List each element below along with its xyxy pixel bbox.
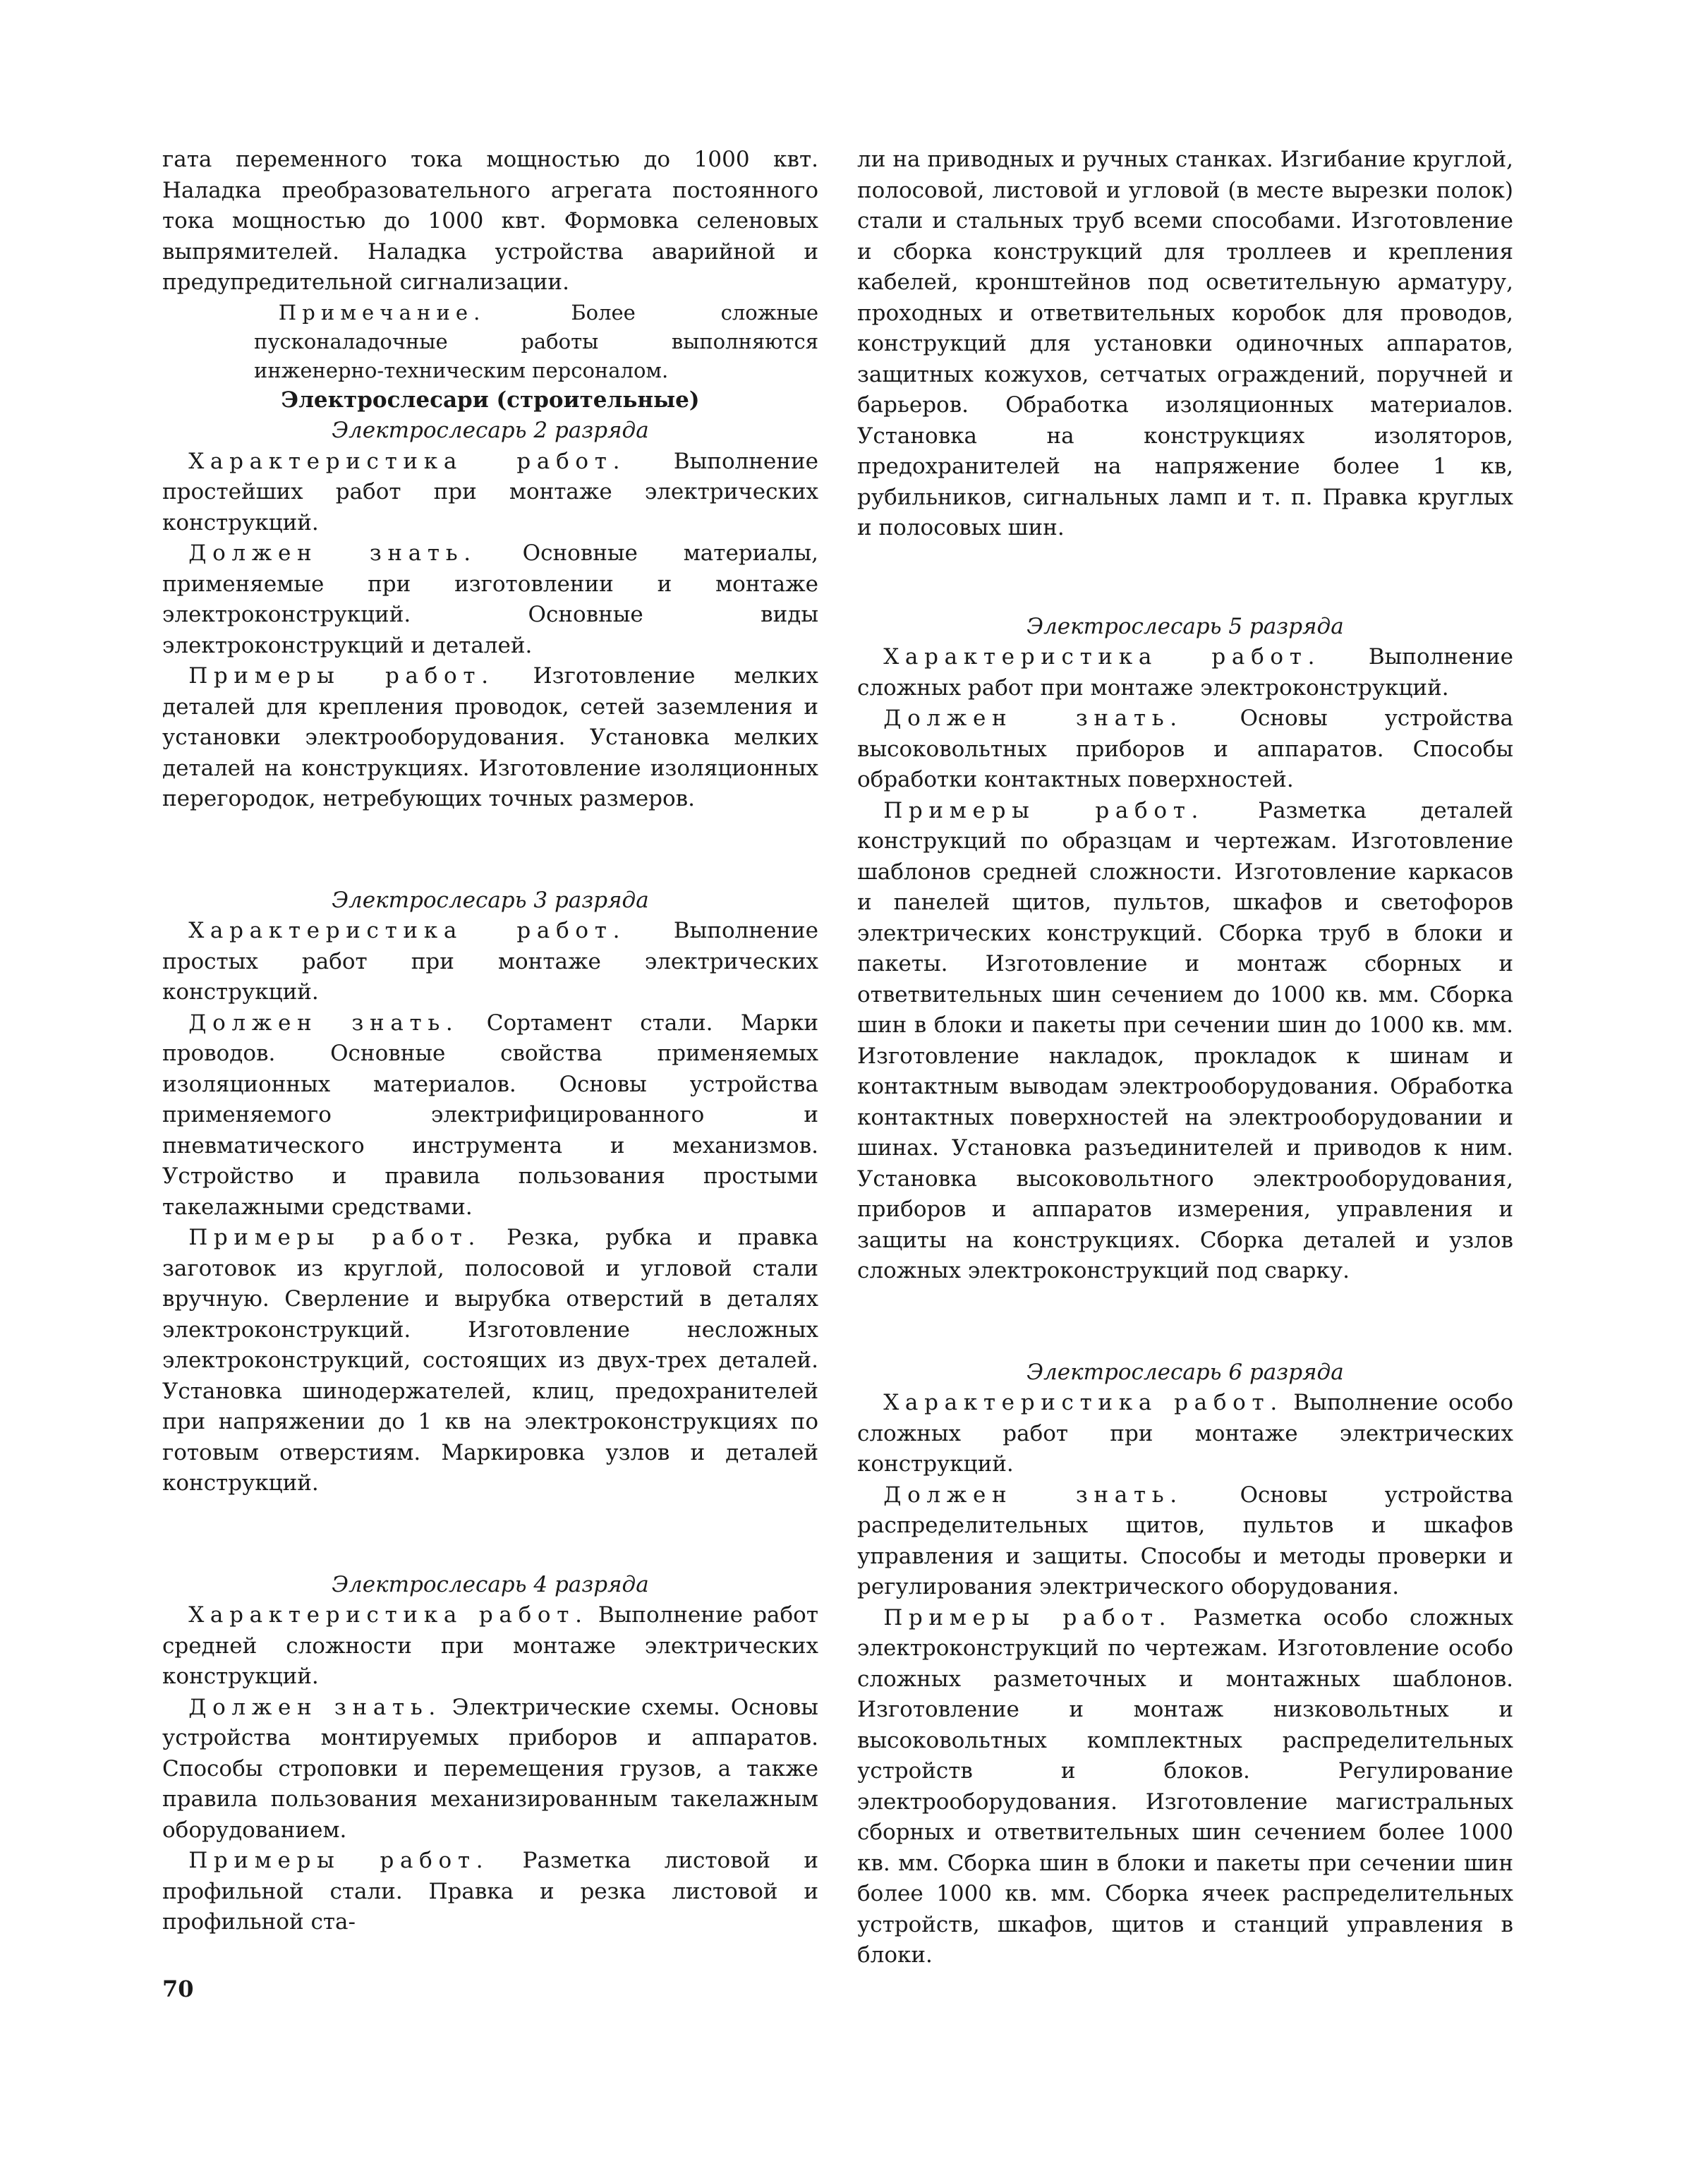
grade2-ex-lead: Примеры работ.	[188, 663, 495, 689]
left-column	[162, 145, 818, 1938]
grade2-examples	[162, 661, 818, 815]
grade3-knowledge	[162, 1008, 818, 1223]
grade5-ex-text: Разметка деталей конструкций по образцам и чертежам. Изготовление шаблонов средней сложности. Изготовление каркасов и панелей щитов, пультов, шкафов и светофоров электрических конструкций. Сборка труб в блоки и пакеты. Изготовление и монтаж сборных и ответвительных шин сечением до 1000 кв. мм. Сборка шин в блоки и пакеты при сечении шин до 1000 кв. мм. Изготовление накладок, прокладок к шинам и контактным выводам электрооборудования. Обработка контактных поверхностей на электрооборудовании и шинах. Установка разъединителей и приводов к ним. Установка высоковольтного электрооборудования, приборов и аппаратов измерения, управления и защиты на конструкциях. Сборка деталей и узлов сложных электроконструкций под сварку.	[857, 797, 1513, 1283]
note-paragraph	[162, 298, 818, 385]
grade5-ex-lead: Примеры работ.	[883, 797, 1205, 823]
grade2-title: Электрослесарь 2 разряда	[332, 418, 649, 443]
grade5-title: Электрослесарь 5 разряда	[1026, 613, 1344, 639]
grade6-ex-lead: Примеры работ.	[883, 1604, 1173, 1630]
grade4-continuation: ли на приводных и ручных станках. Изгибание круглой, полосовой, листовой и угловой (в месте вырезки полок) стали и стальных труб всеми способами. Изготовление и сборка конструкций для троллеев и крепления кабелей, кронштейнов под осветительную арматуру, проходных и ответвительных коробок для проводов, конструкций для установки одиночных аппаратов, защитных кожухов, сетчатых ограждений, поручней и барьеров. Обработка изоляционных материалов. Установка на конструкциях изоляторов, предохранителей на напряжение более 1 кв, рубильников, сигнальных ламп и т. п. Правка круглых и полосовых шин.	[857, 147, 1513, 540]
grade4-know-text: Электрические схемы. Основы устройства монтируемых приборов и аппаратов. Способы строповки и перемещения грузов, а также правила пользования механизированным такелажным оборудованием.	[162, 1694, 818, 1843]
grade3-char-text: Выполнение простых работ при монтаже электрических конструкций.	[162, 918, 818, 1005]
note-lead: Примечание.	[278, 300, 486, 325]
grade6-title: Электрослесарь 6 разряда	[1026, 1359, 1344, 1385]
grade6-examples	[857, 1603, 1513, 1971]
grade6-knowledge	[857, 1480, 1513, 1603]
grade3-examples	[162, 1223, 818, 1499]
grade4-char-text: Выполнение работ средней сложности при монтаже электрических конструкций.	[162, 1602, 818, 1689]
grade4-knowledge	[162, 1693, 818, 1846]
grade5-knowledge	[857, 703, 1513, 796]
grade4-char-lead: Характеристика работ.	[188, 1602, 588, 1628]
grade5-know-lead: Должен знать.	[883, 706, 1183, 731]
grade4-ex-lead: Примеры работ.	[188, 1848, 490, 1873]
grade2-char-text: Выполнение простейших работ при монтаже электрических конструкций.	[162, 448, 818, 536]
grade3-ex-text: Резка, рубка и правка заготовок из круглой, полосовой и угловой стали вручную. Сверление и вырубка отверстий в деталях электроконструкций. Изготовление несложных электроконструкций, состоящих из двух-трех деталей. Установка шинодержателей, клиц, предохранителей при напряжении до 1 кв на электроконструкциях по готовым отверстиям. Маркировка узлов и деталей конструкций.	[162, 1225, 818, 1496]
grade6-know-lead: Должен знать.	[883, 1482, 1183, 1508]
grade5-char-lead: Характеристика работ.	[883, 644, 1321, 670]
grade5-char-text: Выполнение сложных работ при монтаже электроконструкций.	[857, 644, 1513, 701]
intro-paragraph: гата переменного тока мощностью до 1000 квт. Наладка преобразовательного агрегата постоянного тока мощностью до 1000 квт. Формовка селеновых выпрямителей. Наладка устройства аварийной и предупредительной сигнализации.	[162, 147, 818, 295]
section-title: Электрослесари (строительные)	[281, 387, 700, 413]
grade3-know-lead: Должен знать.	[188, 1010, 459, 1036]
grade2-ex-text: Изготовление мелких деталей для крепления проводок, сетей заземления и установки электрооборудования. Установка мелких деталей на конструкциях. Изготовление изоляционных перегородок, нетребующих точных размеров.	[162, 663, 819, 811]
grade6-ex-text: Разметка особо сложных электроконструкций по чертежам. Изготовление особо сложных разметочных и монтажных шаблонов. Изготовление и монтаж низковольтных и высоковольтных комплектных распределительных устройств и блоков. Регулирование электрооборудования. Изготовление магистральных сборных и ответвительных шин сечением более 1000 кв. мм. Сборка шин в блоки и пакеты при сечении шин более 1000 кв. мм. Сборка ячеек распределительных устройств, шкафов, щитов и станций управления в блоки.	[857, 1604, 1513, 1968]
grade4-characteristics	[162, 1600, 818, 1693]
grade5-know-text: Основы устройства высоковольтных приборов и аппаратов. Способы обработки контактных поверхностей.	[857, 706, 1513, 792]
note-text: Более сложные пусконаладочные работы выполняются инженерно-техническим персоналом.	[254, 300, 818, 382]
grade4-ex-text: Разметка листовой и профильной стали. Правка и резка листовой и профильной ста-	[162, 1848, 819, 1935]
grade4-know-lead: Должен знать.	[188, 1694, 442, 1720]
grade3-characteristics	[162, 916, 818, 1008]
grade6-char-text: Выполнение особо сложных работ при монтаже электрических конструкций.	[857, 1390, 1514, 1477]
grade6-char-lead: Характеристика работ.	[883, 1390, 1283, 1415]
grade3-title: Электрослесарь 3 разряда	[332, 887, 649, 913]
grade6-know-text: Основы устройства распределительных щитов, пультов и шкафов управления и защиты. Способы и методы проверки и регулирования электрического оборудования.	[857, 1482, 1513, 1599]
right-column	[857, 145, 1513, 1971]
grade2-know-lead: Должен знать.	[188, 540, 477, 566]
grade4-examples	[162, 1846, 818, 1938]
grade6-characteristics	[857, 1388, 1513, 1480]
grade3-char-lead: Характеристика работ.	[188, 918, 626, 943]
grade5-examples	[857, 796, 1513, 1287]
grade3-know-text: Сортамент стали. Марки проводов. Основные свойства применяемых изоляционных материалов. Основы устройства применяемого электрифицированного и пневматического инструмента и механизмов. Устройство и правила пользования простыми такелажными средствами.	[162, 1010, 818, 1220]
grade2-knowledge	[162, 538, 818, 661]
page-number: 70	[162, 1976, 194, 2002]
grade2-know-text: Основные материалы, применяемые при изготовлении и монтаже электроконструкций. Основные виды электроконструкций и деталей.	[162, 540, 818, 658]
grade5-characteristics	[857, 642, 1513, 703]
grade4-title: Электрослесарь 4 разряда	[332, 1571, 649, 1597]
grade2-characteristics	[162, 447, 818, 539]
grade3-ex-lead: Примеры работ.	[188, 1225, 482, 1250]
grade2-char-lead: Характеристика работ.	[188, 448, 626, 474]
